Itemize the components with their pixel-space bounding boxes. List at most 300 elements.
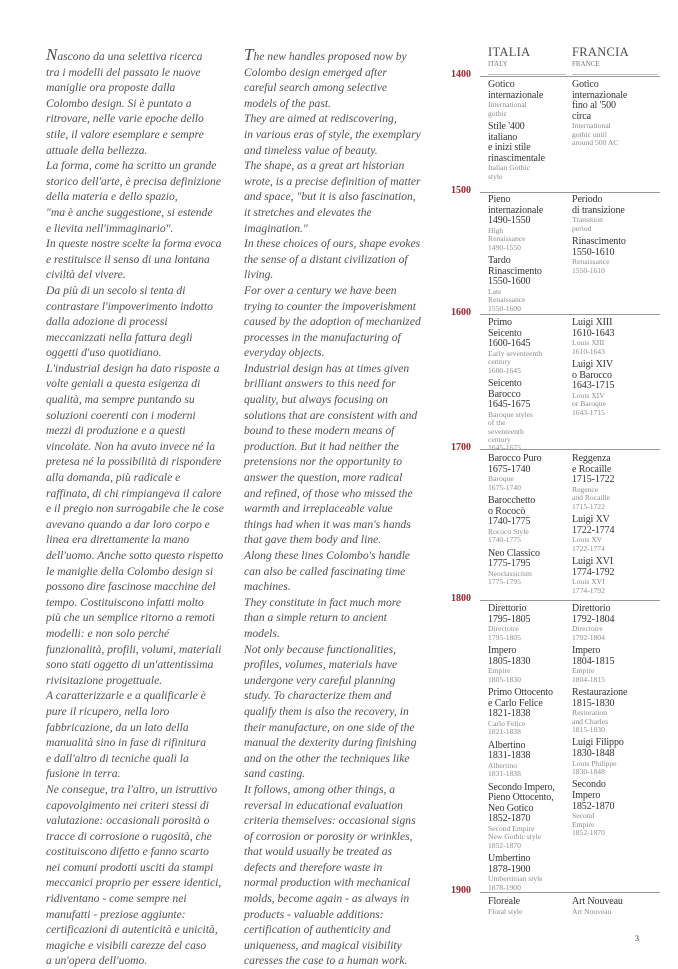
style-title-line: 1792-1804: [572, 613, 615, 625]
style-title-line: 1675-1740: [488, 463, 531, 475]
style-translation-line: Regence: [572, 484, 599, 494]
text-line: possono dire fascinose macchine del: [46, 580, 216, 594]
text-line: dell'uomo. Anche sotto questo rispetto: [46, 549, 224, 562]
style-translation-line: and Charles: [572, 716, 609, 726]
style-translation-line: 1805-1830: [488, 674, 521, 684]
style-translation-line: 1550-1600: [488, 303, 521, 313]
style-title-line: Tardo: [488, 255, 511, 266]
style-translation-line: Neoclassicism: [488, 568, 532, 578]
text-line: They are aimed at rediscovering,: [244, 112, 397, 126]
style-translation-line: Second: [572, 811, 595, 821]
text-line: products - valuable additions:: [244, 907, 384, 921]
text-line: contrastare l'impoverimento indotto: [46, 299, 213, 313]
initial-letter: N: [46, 45, 58, 64]
francia-section: [572, 897, 656, 920]
style-translation-line: Louis XIII: [572, 338, 605, 348]
text-line: the sense of a distant civilization of: [244, 252, 408, 266]
text-line: manualità sino in fase di rifinitura: [46, 736, 207, 750]
style-title-line: internazionale: [488, 89, 544, 101]
style-translation-line: Late: [488, 286, 502, 296]
style-title-line: Barocchetto: [488, 495, 536, 506]
text-line: e dall'altro di tecniche quali la: [46, 751, 189, 765]
style-title-line: Primo Ottocento: [488, 687, 553, 698]
century-year: 1600: [451, 307, 471, 318]
text-line: The new handles proposed now by: [244, 45, 407, 64]
text-line: Industrial design has at times given: [244, 361, 410, 375]
style-title-line: Seicento: [488, 378, 522, 389]
francia-section: [572, 604, 656, 841]
style-translation-line: 1852-1870: [488, 840, 521, 850]
style-title-line: Luigi XIV: [572, 359, 614, 370]
header-francia: [572, 45, 629, 68]
style-entry: [572, 515, 656, 553]
style-title-line: 1775-1795: [488, 558, 531, 570]
english-text-column: [244, 47, 436, 969]
style-title-line: Seicento: [488, 327, 522, 339]
text-line: and space, "but it is also fascination,: [244, 190, 416, 204]
style-entry: [572, 646, 656, 684]
style-title-line: 1645-1675: [488, 399, 531, 411]
style-title-line: 1852-1870: [572, 800, 615, 812]
style-translation-line: Directoire: [488, 624, 519, 634]
style-title-line: Impero: [572, 790, 601, 801]
style-translation-line: 1804-1815: [572, 674, 605, 684]
style-translation-line: 1815-1830: [572, 725, 605, 734]
style-title-line: Restaurazione: [572, 687, 628, 698]
style-entry: [488, 783, 572, 851]
italia-section: [488, 897, 572, 920]
style-entry: [572, 688, 656, 734]
style-title-line: 1815-1830: [572, 697, 615, 709]
text-line: raffinata, di chi rimpiangeva il calore: [46, 486, 222, 500]
header-italia-label: ITALIA: [488, 45, 531, 59]
style-translation-line: gothic until: [572, 129, 607, 139]
text-line: it stretches and elevates the: [244, 205, 372, 219]
text-line: linea era direttamente la mano: [46, 533, 190, 547]
text-line: their manufacture, on one side of the: [244, 720, 415, 734]
text-line: Along these lines Colombo's handle: [244, 549, 411, 562]
style-title-line: e inizi stile: [488, 142, 531, 154]
style-translation-line: Empire: [572, 819, 595, 829]
text-line: than a simple return to ancient: [244, 611, 387, 625]
text-line: della materia e dello spazio,: [46, 190, 178, 204]
style-title-line: 1795-1805: [488, 613, 531, 625]
text-line: storico dell'arte, è precisa definizione: [46, 174, 221, 188]
text-line: fabbricazione, da un lato della: [46, 720, 189, 734]
text-line: e restituisce il senso di una lontana: [46, 252, 210, 266]
style-title-line: Rinascimento: [572, 236, 626, 247]
style-entry: [488, 195, 572, 252]
style-title-line: italiano: [488, 131, 518, 143]
text-line: funzionalità, profili, volumi, materiali: [46, 642, 222, 656]
text-line: sono stati oggetto di un'attentissima: [46, 658, 214, 672]
text-line: valutazione: occasionali porosità o: [46, 814, 210, 828]
text-line: tempo. Costituiscono infatti molto: [46, 595, 204, 609]
style-translation-line: 1878-1900: [488, 882, 521, 892]
text-line: The shape, as a great art historian: [244, 159, 405, 173]
style-translation-line: Italian Gothic: [488, 163, 530, 173]
text-line: tracce di corrosione o rugosità, che: [46, 829, 212, 843]
italia-section: [488, 454, 572, 591]
style-entry: [488, 454, 572, 492]
text-line: criteria themselves: occasional signs: [244, 814, 416, 828]
text-line: profiles, volumes, materials have: [244, 658, 398, 672]
style-translation-line: 1645-1675: [488, 443, 521, 453]
style-translation-line: Early seventeenth: [488, 348, 543, 358]
style-title-line: 1821-1838: [488, 708, 531, 720]
style-title-line: e Rocaille: [572, 463, 612, 475]
style-translation-line: style: [488, 171, 503, 181]
style-title-line: Floreale: [488, 896, 520, 907]
style-title-line: Luigi Filippo: [572, 737, 624, 749]
style-translation-line: Empire: [572, 666, 595, 676]
text-line: oggetti d'uso quotidiano.: [46, 346, 162, 360]
century-year: 1400: [451, 69, 471, 80]
text-line: It follows, among other things, a: [244, 782, 396, 796]
text-line: solutions that are consistent with and: [244, 408, 418, 422]
style-translation-line: Restoration: [572, 708, 608, 718]
style-title-line: internazionale: [572, 89, 628, 101]
text-line: pretensions nor the opportunity to: [244, 455, 403, 469]
text-line: that would usually be treated as: [244, 845, 393, 859]
text-line: reversal in educational evaluation: [244, 798, 403, 812]
style-title-line: Luigi XIII: [572, 317, 613, 328]
text-line: capovolgimento nei criteri stessi di: [46, 798, 209, 812]
style-translation-line: 1722-1774: [572, 543, 605, 553]
text-line: They constitute in fact much more: [244, 595, 402, 609]
style-entry: [488, 897, 572, 916]
text-line: defects and therefore waste in: [244, 860, 383, 874]
page-number: 3: [635, 934, 639, 943]
italian-text-column: [46, 47, 238, 969]
text-line: vincolate. Non ha avuto invece né la: [46, 439, 216, 453]
header-francia-label: FRANCIA: [572, 45, 629, 59]
text-line: fusione in terra.: [46, 767, 121, 781]
text-line: caused by the adoption of mechanized: [244, 315, 421, 329]
text-line: L'industrial design ha dato risposte a: [46, 361, 220, 375]
style-title-line: Gotico: [488, 79, 515, 90]
style-translation-line: 1775-1795: [488, 577, 521, 587]
header-italia-sublabel: ITALY: [488, 60, 508, 68]
style-entry: [488, 604, 572, 642]
text-line: meccanici proprio per essere identici,: [46, 876, 222, 890]
style-translation-line: Louis XVI: [572, 577, 605, 587]
style-title-line: Reggenza: [572, 453, 611, 464]
text-line: a un'opera dell'uomo.: [46, 954, 148, 968]
text-line: In queste nostre scelte la forma evoca: [46, 237, 222, 251]
text-line: stile, il valore esemplare e sempre: [46, 127, 204, 141]
style-title-line: 1610-1643: [572, 327, 615, 339]
style-entry: [572, 80, 656, 148]
italia-section: [488, 318, 572, 457]
text-line: sand casting.: [244, 767, 306, 781]
style-translation-line: Louis XIV: [572, 390, 605, 400]
style-title-line: Pieno Ottocento,: [488, 792, 554, 804]
style-title-line: Secondo: [572, 779, 606, 791]
style-translation-line: 1550-1610: [572, 265, 605, 275]
italia-section: [488, 195, 572, 317]
style-title-line: 1600-1645: [488, 338, 531, 350]
style-translation-line: Floral style: [488, 906, 523, 916]
text-line: undergone very careful planning: [244, 673, 396, 687]
text-line: models.: [244, 626, 280, 640]
style-translation-line: or Baroque: [572, 399, 606, 409]
text-line: meccanizzati nella fattura degli: [46, 330, 193, 344]
text-line: volte geniali a questa esigenza di: [46, 377, 201, 391]
style-title-line: Luigi XVI: [572, 556, 614, 567]
text-line: pure il ricupero, nella loro: [46, 704, 170, 718]
italia-section: [488, 80, 572, 185]
century-year: 1700: [451, 442, 471, 453]
style-translation-line: 1792-1804: [572, 632, 605, 642]
style-title-line: rinascimentale: [488, 152, 545, 164]
style-title-line: 1490-1550: [488, 215, 531, 227]
style-entry: [488, 318, 572, 375]
style-entry: [572, 604, 656, 642]
style-title-line: 1830-1848: [572, 748, 615, 759]
style-translation-line: 1831-1838: [488, 769, 521, 779]
style-translation-line: 1852-1870: [572, 828, 605, 837]
text-line: nei comuni prodotti usciti da stampi: [46, 860, 214, 874]
text-line: ritrovare, nelle varie epoche dello: [46, 112, 204, 126]
style-translation-line: of the: [488, 418, 506, 428]
text-line: più che un semplice ritorno a remoti: [46, 611, 215, 625]
style-title-line: Art Nouveau: [572, 896, 623, 907]
style-entry: [488, 741, 572, 779]
text-line: careful search among selective: [244, 81, 388, 95]
style-entry: [572, 557, 656, 595]
style-title-line: Secondo Impero,: [488, 781, 555, 793]
text-line: costituiscono difetto e fanno scarto: [46, 845, 209, 859]
text-line: qualify them is also the recovery, in: [244, 704, 409, 718]
text-line: qualità, ma sempre puntando su: [46, 393, 195, 407]
style-title-line: 1831-1838: [488, 750, 531, 762]
francia-section: [572, 80, 656, 152]
text-line: attuale della bellezza.: [46, 143, 148, 157]
style-translation-line: century: [488, 357, 511, 367]
style-translation-line: 1600-1645: [488, 365, 521, 375]
style-translation-line: Albertino: [488, 760, 518, 770]
text-line: quality, but always focusing on: [244, 393, 388, 407]
text-line: everyday objects.: [244, 346, 325, 360]
style-title-line: fino al '500: [572, 100, 616, 112]
style-entry: [488, 379, 572, 453]
style-title-line: 1740-1775: [488, 516, 531, 528]
style-entry: [572, 780, 656, 837]
century-rule: [480, 76, 660, 77]
text-line: in various eras of style, the exemplary: [244, 127, 421, 141]
style-translation-line: 1740-1775: [488, 535, 521, 545]
text-line: living.: [244, 268, 274, 282]
style-translation-line: 1490-1550: [488, 242, 521, 252]
style-translation-line: period: [572, 223, 592, 233]
style-title-line: 1643-1715: [572, 380, 615, 392]
italia-section: [488, 604, 572, 896]
text-line: le maniglie della Colombo design si: [46, 564, 214, 578]
francia-section: [572, 454, 656, 599]
text-line: manufatti - preziose aggiunte:: [46, 907, 186, 921]
style-title-line: Umbertino: [488, 853, 531, 865]
style-translation-line: New Gothic style: [488, 832, 542, 842]
style-timeline: [448, 45, 668, 915]
style-translation-line: seventeenth: [488, 426, 524, 436]
style-translation-line: gothic: [488, 108, 507, 118]
text-line: mezzi di produzione e a questi: [46, 424, 186, 438]
text-line: processes in the manufacturing of: [244, 330, 401, 344]
text-line: soluzioni coerenti con i moderni: [46, 408, 196, 422]
style-translation-line: century: [488, 435, 511, 444]
style-title-line: Impero: [488, 645, 517, 656]
text-line: study. To characterize them and: [244, 689, 392, 703]
text-line: trying to counter the impoverishment: [244, 299, 416, 313]
text-line: "ma è anche suggestione, si estende: [46, 205, 213, 219]
style-entry: [488, 688, 572, 737]
style-translation-line: 1821-1838: [488, 727, 521, 737]
text-line: certificazioni di autenticità e unicità,: [46, 923, 218, 937]
style-entry: [572, 195, 656, 233]
text-line: La forma, come ha scritto un grande: [46, 159, 217, 173]
style-entry: [572, 738, 656, 776]
style-translation-line: Empire: [488, 666, 511, 676]
text-line: ridiventano - come sempre nei: [46, 892, 187, 906]
style-translation-line: 1643-1715: [572, 407, 605, 417]
text-line: uniqueness, and magical visibility: [244, 938, 402, 952]
style-title-line: Luigi XV: [572, 514, 610, 525]
text-line: A caratterizzarle e a qualificarle è: [46, 689, 206, 703]
style-title-line: Gotico: [572, 79, 599, 90]
century-year: 1500: [451, 185, 471, 196]
style-translation-line: Renaissance: [572, 257, 610, 267]
text-line: machines.: [244, 580, 291, 594]
style-translation-line: 1830-1848: [572, 767, 605, 776]
style-entry: [488, 549, 572, 587]
text-line: can also be called fascinating time: [244, 564, 406, 578]
style-title-line: 1805-1830: [488, 655, 531, 667]
francia-section: [572, 195, 656, 279]
style-title-line: Rinascimento: [488, 265, 542, 277]
header-francia-sublabel: FRANCE: [572, 60, 600, 68]
text-line: Ne consegue, tra l'altro, un istruttivo: [46, 782, 218, 796]
text-line: e lievita nell'immaginario".: [46, 221, 174, 235]
style-translation-line: Second Empire: [488, 823, 535, 833]
text-line: molds, become again - as always in: [244, 892, 410, 906]
header-italia: [488, 45, 530, 68]
style-title-line: 1804-1815: [572, 655, 615, 667]
style-title-line: Barocco: [488, 388, 521, 400]
text-line: models of the past.: [244, 96, 331, 110]
style-translation-line: Rococo Style: [488, 526, 529, 536]
style-title-line: Pieno: [488, 194, 511, 205]
style-entry: [488, 122, 572, 181]
text-line: wrote, is a precise definition of matter: [244, 174, 421, 188]
style-title-line: Barocco Puro: [488, 453, 542, 464]
text-line: Not only because functionalities,: [244, 642, 396, 656]
style-title-line: o Barocco: [572, 369, 612, 381]
style-title-line: 1550-1600: [488, 276, 531, 288]
style-entry: [488, 256, 572, 313]
style-translation-line: International: [572, 121, 611, 131]
text-line: and refined, of those who missed the: [244, 486, 413, 500]
text-line: In these choices of ours, shape evokes: [244, 237, 421, 251]
text-line: certification of authenticity and: [244, 923, 391, 937]
style-entry: [572, 237, 656, 275]
style-title-line: 1774-1792: [572, 566, 615, 578]
style-entry: [488, 80, 572, 118]
style-entry: [488, 646, 572, 684]
style-title-line: Primo: [488, 317, 512, 328]
text-line: Nascono da una selettiva ricerca: [46, 45, 203, 64]
style-title-line: internazionale: [488, 204, 544, 216]
style-title-line: 1878-1900: [488, 863, 531, 875]
text-line: of corrosion or porosity or wrinkles,: [244, 829, 413, 843]
style-translation-line: 1795-1805: [488, 632, 521, 642]
style-title-line: di transizione: [572, 204, 625, 216]
text-line: and timeless value of beauty.: [244, 143, 378, 157]
style-title-line: Neo Gotico: [488, 802, 534, 814]
style-translation-line: Umbertinian style: [488, 874, 543, 884]
text-line: tra i modelli del passato le nuove: [46, 65, 201, 79]
style-title-line: 1852-1870: [488, 813, 531, 825]
style-entry: [488, 854, 572, 892]
text-line: that gave them body and line.: [244, 533, 382, 547]
text-line: production. But it had neither the: [244, 439, 399, 453]
century-year: 1900: [451, 885, 471, 896]
style-entry: [488, 496, 572, 545]
style-title-line: e Carlo Felice: [488, 697, 543, 709]
style-translation-line: Louis XV: [572, 535, 603, 545]
style-translation-line: Renaissance: [488, 234, 526, 244]
style-entry: [572, 454, 656, 511]
style-translation-line: 1715-1722: [572, 501, 605, 511]
century-rule: [480, 600, 660, 601]
text-line: Colombo design. Si è puntato a: [46, 96, 192, 110]
text-line: Colombo design emerged after: [244, 65, 387, 79]
text-line: things had when it was man's hands: [244, 517, 411, 531]
text-line: answer the question, more radical: [244, 471, 403, 485]
style-translation-line: Directoire: [572, 624, 603, 634]
text-line: bound to these modern means of: [244, 424, 395, 438]
style-title-line: Direttorio: [572, 603, 611, 614]
text-line: Da più di un secolo si tenta di: [46, 283, 186, 297]
style-translation-line: and Rocaille: [572, 493, 611, 503]
century-rule: [480, 192, 660, 193]
text-line: maniglie ora proposte dalla: [46, 81, 176, 95]
style-translation-line: High: [488, 225, 504, 235]
style-title-line: Impero: [572, 645, 601, 656]
text-line: warmth and irreplaceable value: [244, 502, 393, 516]
text-line: imagination.": [244, 221, 308, 235]
style-translation-line: around 500 AC: [572, 138, 619, 148]
francia-section: [572, 318, 656, 421]
style-entry: [572, 360, 656, 417]
style-translation-line: Transition: [572, 215, 603, 225]
text-line: caresses the case to a human work.: [244, 954, 408, 968]
text-line: e il pregio non surrogabile che le cose: [46, 502, 224, 516]
initial-letter: T: [244, 45, 254, 64]
text-line: manual the dexterity during finishing: [244, 736, 417, 750]
style-title-line: Neo Classico: [488, 547, 540, 559]
style-translation-line: 1610-1643: [572, 346, 605, 356]
text-line: modelli: e non solo perché: [46, 626, 170, 640]
text-line: dalla adozione di processi: [46, 315, 168, 329]
text-line: pretesa né la possibilità di rispondere: [46, 455, 222, 469]
style-title-line: Direttorio: [488, 603, 527, 614]
style-title-line: 1715-1722: [572, 474, 615, 486]
style-translation-line: Art Nouveau: [572, 906, 612, 916]
text-line: magiche e visibili carezze del caso: [46, 938, 207, 952]
style-entry: [572, 318, 656, 356]
style-title-line: Albertino: [488, 739, 526, 751]
